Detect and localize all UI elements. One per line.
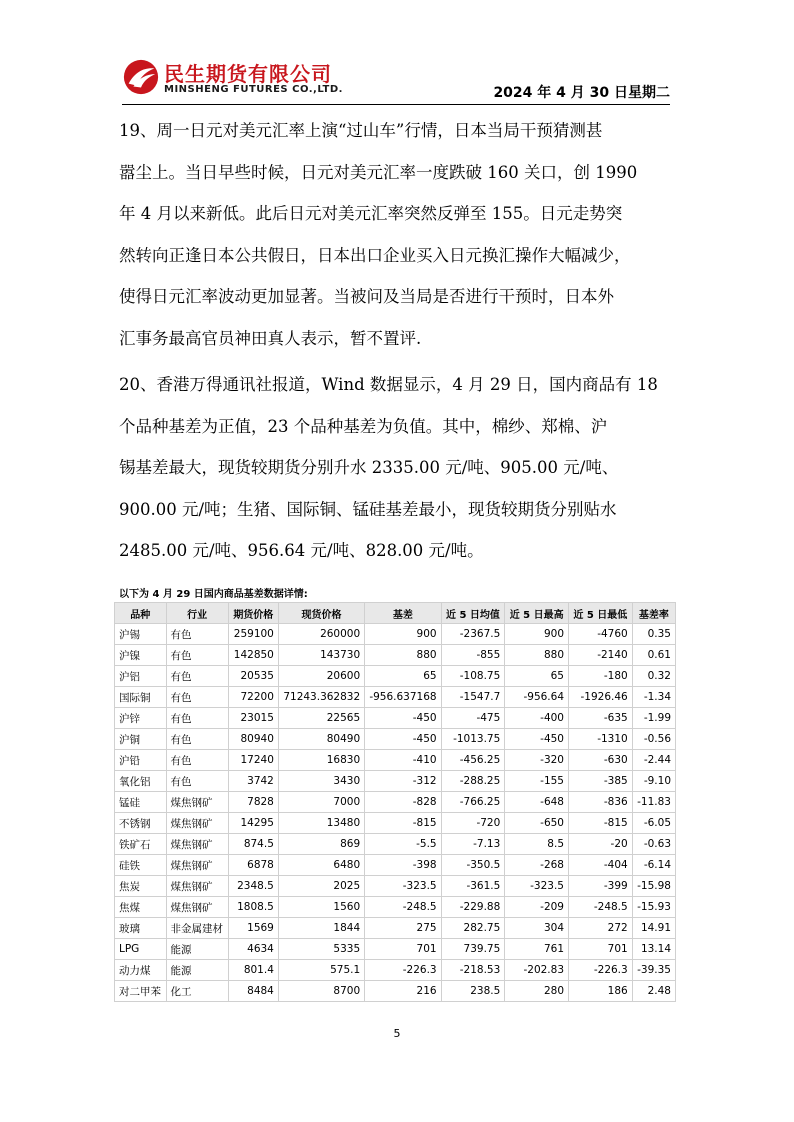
header-divider <box>122 104 670 105</box>
industry-cell: 化工 <box>166 981 228 1002</box>
industry-cell: 煤焦钢矿 <box>166 813 228 834</box>
value-cell: -1.34 <box>632 687 675 708</box>
value-cell: 900 <box>365 624 441 645</box>
value-cell: -475 <box>441 708 505 729</box>
news-20-line: 个品种基差为正值，23 个品种基差为负值。其中，棉纱、郑棉、沪 <box>119 416 608 436</box>
company-logo <box>122 56 362 102</box>
value-cell: -1547.7 <box>441 687 505 708</box>
value-cell: -855 <box>441 645 505 666</box>
news-20-line: 20、香港万得通讯社报道，Wind 数据显示，4 月 29 日，国内商品有 18 <box>119 375 658 394</box>
value-cell: 20600 <box>278 666 364 687</box>
industry-cell: 煤焦钢矿 <box>166 855 228 876</box>
commodity-cell: 沪锡 <box>115 624 167 645</box>
value-cell: 1560 <box>278 897 364 918</box>
industry-cell: 有色 <box>166 771 228 792</box>
value-cell: -202.83 <box>505 960 569 981</box>
commodity-cell: 沪镍 <box>115 645 167 666</box>
value-cell: 80490 <box>278 729 364 750</box>
commodity-cell: LPG <box>115 939 167 960</box>
table-row <box>115 792 676 813</box>
value-cell: -218.53 <box>441 960 505 981</box>
value-cell: 900 <box>505 624 569 645</box>
value-cell: 17240 <box>228 750 278 771</box>
value-cell: 238.5 <box>441 981 505 1002</box>
value-cell: -323.5 <box>505 876 569 897</box>
table-header-row <box>115 603 676 624</box>
table-row <box>115 666 676 687</box>
news-20-line: 2485.00 元/吨、956.64 元/吨、828.00 元/吨。 <box>119 541 484 560</box>
industry-cell: 有色 <box>166 729 228 750</box>
value-cell: 14295 <box>228 813 278 834</box>
industry-cell: 有色 <box>166 645 228 666</box>
value-cell: 20535 <box>228 666 278 687</box>
value-cell: 13.14 <box>632 939 675 960</box>
value-cell: 739.75 <box>441 939 505 960</box>
value-cell: -1.99 <box>632 708 675 729</box>
value-cell: 71243.362832 <box>278 687 364 708</box>
commodity-cell: 动力煤 <box>115 960 167 981</box>
column-header: 品种 <box>115 603 167 624</box>
value-cell: -6.05 <box>632 813 675 834</box>
industry-cell: 煤焦钢矿 <box>166 834 228 855</box>
value-cell: 272 <box>569 918 633 939</box>
value-cell: -836 <box>569 792 633 813</box>
value-cell: -648 <box>505 792 569 813</box>
value-cell: -4760 <box>569 624 633 645</box>
commodity-cell: 铁矿石 <box>115 834 167 855</box>
commodity-cell: 焦煤 <box>115 897 167 918</box>
value-cell: -630 <box>569 750 633 771</box>
value-cell: -1926.46 <box>569 687 633 708</box>
value-cell: 2025 <box>278 876 364 897</box>
table-row <box>115 834 676 855</box>
value-cell: 701 <box>365 939 441 960</box>
value-cell: -323.5 <box>365 876 441 897</box>
industry-cell: 煤焦钢矿 <box>166 897 228 918</box>
table-row <box>115 729 676 750</box>
value-cell: -410 <box>365 750 441 771</box>
industry-cell: 煤焦钢矿 <box>166 876 228 897</box>
commodity-cell: 沪铝 <box>115 666 167 687</box>
value-cell: -650 <box>505 813 569 834</box>
table-row <box>115 855 676 876</box>
table-row <box>115 960 676 981</box>
value-cell: -456.25 <box>441 750 505 771</box>
commodity-cell: 氧化铝 <box>115 771 167 792</box>
industry-cell: 有色 <box>166 708 228 729</box>
news-19-line: 19、周一日元对美元汇率上演“过山车”行情，日本当局干预猜测甚 <box>119 121 603 140</box>
table-row <box>115 897 676 918</box>
commodity-cell: 玻璃 <box>115 918 167 939</box>
value-cell: 142850 <box>228 645 278 666</box>
value-cell: 1808.5 <box>228 897 278 918</box>
value-cell: 65 <box>505 666 569 687</box>
value-cell: -361.5 <box>441 876 505 897</box>
value-cell: 7828 <box>228 792 278 813</box>
value-cell: -0.56 <box>632 729 675 750</box>
table-row <box>115 981 676 1002</box>
value-cell: 2348.5 <box>228 876 278 897</box>
value-cell: 0.32 <box>632 666 675 687</box>
column-header: 基差率 <box>632 603 675 624</box>
value-cell: 23015 <box>228 708 278 729</box>
value-cell: -5.5 <box>365 834 441 855</box>
value-cell: 22565 <box>278 708 364 729</box>
value-cell: 701 <box>569 939 633 960</box>
value-cell: -956.637168 <box>365 687 441 708</box>
value-cell: -226.3 <box>569 960 633 981</box>
news-20-line: 900.00 元/吨；生猪、国际铜、锰硅基差最小，现货较期货分别贴水 <box>119 499 617 519</box>
column-header: 基差 <box>365 603 441 624</box>
value-cell: -400 <box>505 708 569 729</box>
commodity-cell: 锰硅 <box>115 792 167 813</box>
company-name-cn: 民生期货有限公司 <box>164 62 332 86</box>
value-cell: 761 <box>505 939 569 960</box>
value-cell: -766.25 <box>441 792 505 813</box>
commodity-cell: 对二甲苯 <box>115 981 167 1002</box>
value-cell: 4634 <box>228 939 278 960</box>
value-cell: 14.91 <box>632 918 675 939</box>
commodity-cell: 硅铁 <box>115 855 167 876</box>
table-caption: 以下为 4 月 29 日国内商品基差数据详情: <box>119 589 308 600</box>
value-cell: -2367.5 <box>441 624 505 645</box>
news-item-19 <box>119 110 679 359</box>
value-cell: 216 <box>365 981 441 1002</box>
value-cell: 143730 <box>278 645 364 666</box>
table-row <box>115 918 676 939</box>
value-cell: -15.93 <box>632 897 675 918</box>
value-cell: -226.3 <box>365 960 441 981</box>
value-cell: 869 <box>278 834 364 855</box>
news-19-line: 年 4 月以来新低。此后日元对美元汇率突然反弹至 155。日元走势突 <box>119 204 623 223</box>
value-cell: -108.75 <box>441 666 505 687</box>
industry-cell: 能源 <box>166 960 228 981</box>
value-cell: 6480 <box>278 855 364 876</box>
value-cell: -450 <box>365 708 441 729</box>
news-19-line: 汇事务最高官员神田真人表示，暂不置评. <box>119 328 422 348</box>
column-header: 期货价格 <box>228 603 278 624</box>
column-header: 近 5 日均值 <box>441 603 505 624</box>
value-cell: -7.13 <box>441 834 505 855</box>
value-cell: -39.35 <box>632 960 675 981</box>
news-19-line: 嚣尘上。当日早些时候，日元对美元汇率一度跌破 160 关口，创 1990 <box>119 162 638 182</box>
value-cell: -1310 <box>569 729 633 750</box>
value-cell: 65 <box>365 666 441 687</box>
value-cell: 280 <box>505 981 569 1002</box>
value-cell: 275 <box>365 918 441 939</box>
industry-cell: 煤焦钢矿 <box>166 792 228 813</box>
value-cell: 13480 <box>278 813 364 834</box>
table-body <box>115 624 676 1002</box>
value-cell: -635 <box>569 708 633 729</box>
value-cell: -180 <box>569 666 633 687</box>
commodity-cell: 沪铜 <box>115 729 167 750</box>
commodity-cell: 沪铅 <box>115 750 167 771</box>
value-cell: 2.48 <box>632 981 675 1002</box>
value-cell: -6.14 <box>632 855 675 876</box>
commodity-cell: 焦炭 <box>115 876 167 897</box>
value-cell: 575.1 <box>278 960 364 981</box>
basis-data-table <box>114 602 676 1002</box>
value-cell: -720 <box>441 813 505 834</box>
industry-cell: 能源 <box>166 939 228 960</box>
industry-cell: 非金属建材 <box>166 918 228 939</box>
value-cell: -9.10 <box>632 771 675 792</box>
value-cell: -404 <box>569 855 633 876</box>
value-cell: 260000 <box>278 624 364 645</box>
news-19-line: 使得日元汇率波动更加显著。当被问及当局是否进行干预时，日本外 <box>119 287 614 306</box>
value-cell: -956.64 <box>505 687 569 708</box>
industry-cell: 有色 <box>166 666 228 687</box>
value-cell: -815 <box>365 813 441 834</box>
value-cell: -268 <box>505 855 569 876</box>
value-cell: 0.61 <box>632 645 675 666</box>
value-cell: 304 <box>505 918 569 939</box>
page-header <box>122 56 670 104</box>
column-header: 近 5 日最低 <box>569 603 633 624</box>
value-cell: 259100 <box>228 624 278 645</box>
value-cell: -209 <box>505 897 569 918</box>
value-cell: 874.5 <box>228 834 278 855</box>
table-row <box>115 750 676 771</box>
value-cell: -248.5 <box>365 897 441 918</box>
value-cell: -1013.75 <box>441 729 505 750</box>
report-date: 2024 年 4 月 30 日星期二 <box>493 85 670 101</box>
value-cell: -399 <box>569 876 633 897</box>
value-cell: -2140 <box>569 645 633 666</box>
column-header: 行业 <box>166 603 228 624</box>
company-name-en: MINSHENG FUTURES CO.,LTD. <box>164 84 343 95</box>
industry-cell: 有色 <box>166 624 228 645</box>
column-header: 现货价格 <box>278 603 364 624</box>
column-header: 近 5 日最高 <box>505 603 569 624</box>
value-cell: -20 <box>569 834 633 855</box>
page-number: 5 <box>393 1027 401 1040</box>
value-cell: 3742 <box>228 771 278 792</box>
table-row <box>115 624 676 645</box>
news-19-line: 然转向正逢日本公共假日，日本出口企业买入日元换汇操作大幅减少， <box>119 245 631 265</box>
table-row <box>115 939 676 960</box>
value-cell: -155 <box>505 771 569 792</box>
value-cell: -0.63 <box>632 834 675 855</box>
table-row <box>115 876 676 897</box>
value-cell: 1569 <box>228 918 278 939</box>
value-cell: 80940 <box>228 729 278 750</box>
value-cell: 3430 <box>278 771 364 792</box>
table-row <box>115 813 676 834</box>
commodity-cell: 沪锌 <box>115 708 167 729</box>
value-cell: -288.25 <box>441 771 505 792</box>
value-cell: -248.5 <box>569 897 633 918</box>
value-cell: 282.75 <box>441 918 505 939</box>
value-cell: -450 <box>505 729 569 750</box>
value-cell: -15.98 <box>632 876 675 897</box>
value-cell: 801.4 <box>228 960 278 981</box>
value-cell: 880 <box>365 645 441 666</box>
value-cell: 880 <box>505 645 569 666</box>
value-cell: -815 <box>569 813 633 834</box>
value-cell: -312 <box>365 771 441 792</box>
minsheng-logo-icon <box>122 58 160 96</box>
industry-cell: 有色 <box>166 750 228 771</box>
value-cell: 7000 <box>278 792 364 813</box>
value-cell: 5335 <box>278 939 364 960</box>
value-cell: 6878 <box>228 855 278 876</box>
value-cell: -11.83 <box>632 792 675 813</box>
news-20-line: 锡基差最大，现货较期货分别升水 2335.00 元/吨、905.00 元/吨、 <box>119 458 619 477</box>
value-cell: -385 <box>569 771 633 792</box>
news-item-20 <box>119 364 679 572</box>
value-cell: 8.5 <box>505 834 569 855</box>
value-cell: 186 <box>569 981 633 1002</box>
value-cell: 0.35 <box>632 624 675 645</box>
table-row <box>115 708 676 729</box>
value-cell: 1844 <box>278 918 364 939</box>
industry-cell: 有色 <box>166 687 228 708</box>
value-cell: -2.44 <box>632 750 675 771</box>
commodity-cell: 不锈钢 <box>115 813 167 834</box>
value-cell: 8484 <box>228 981 278 1002</box>
table-row <box>115 645 676 666</box>
table-row <box>115 771 676 792</box>
value-cell: 8700 <box>278 981 364 1002</box>
value-cell: -229.88 <box>441 897 505 918</box>
value-cell: -350.5 <box>441 855 505 876</box>
value-cell: 72200 <box>228 687 278 708</box>
value-cell: 16830 <box>278 750 364 771</box>
value-cell: -398 <box>365 855 441 876</box>
value-cell: -450 <box>365 729 441 750</box>
commodity-cell: 国际铜 <box>115 687 167 708</box>
table-row <box>115 687 676 708</box>
value-cell: -320 <box>505 750 569 771</box>
value-cell: -828 <box>365 792 441 813</box>
